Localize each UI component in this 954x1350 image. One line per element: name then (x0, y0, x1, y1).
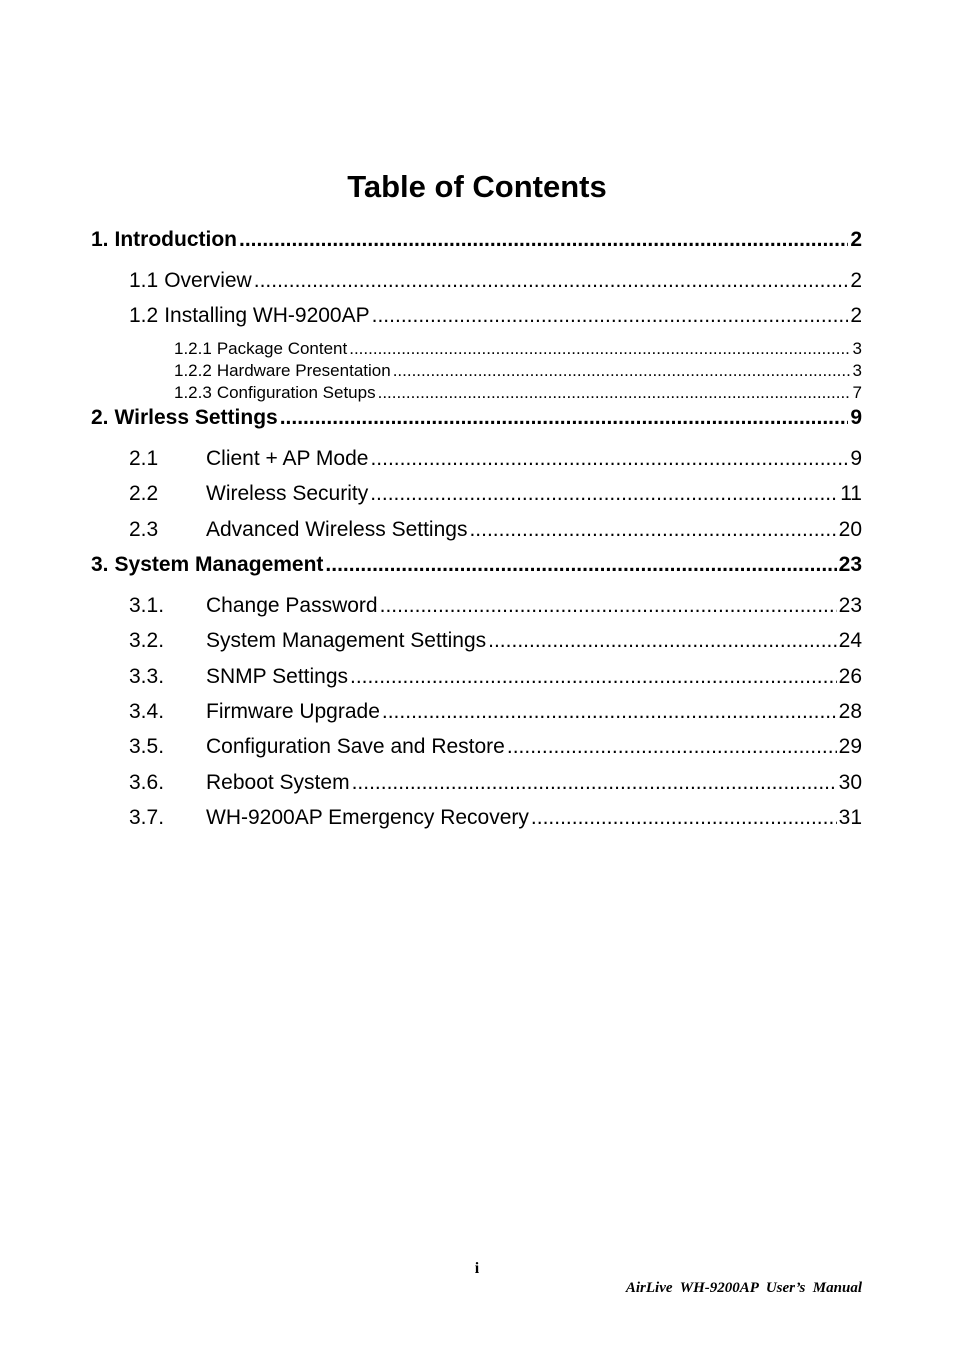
toc-leader-dots (349, 339, 850, 359)
footer-page-number: i (474, 1260, 480, 1277)
toc-entry-page: 9 (850, 406, 862, 429)
toc-entry-page: 7 (852, 383, 862, 402)
toc-entry-number: 1.2 (129, 304, 159, 327)
toc-leader-dots (507, 734, 837, 760)
toc-leader-dots (380, 593, 837, 619)
toc-entry-page: 23 (838, 594, 862, 617)
toc-entry-wireless-security[interactable] (129, 481, 862, 507)
toc-entry-advanced-wireless-settings[interactable] (129, 517, 862, 543)
toc-entry-overview[interactable] (129, 268, 862, 294)
toc-entry-title: Reboot System (206, 771, 350, 794)
toc-entry-title: WH-9200AP Emergency Recovery (206, 806, 529, 829)
toc-entry-page: 23 (838, 553, 862, 576)
toc-entry-title: Installing WH-9200AP (164, 304, 370, 327)
page-title: Table of Contents (347, 169, 607, 204)
toc-entry-number: 1.2.3 (174, 383, 212, 402)
toc-leader-dots (239, 227, 848, 253)
toc-entry-configuration-save-restore[interactable] (129, 734, 862, 760)
toc-leader-dots (378, 383, 851, 403)
toc-entry-system-management-settings[interactable] (129, 628, 862, 654)
toc-entry-client-ap-mode[interactable] (129, 446, 862, 472)
toc-entry-title: Introduction (114, 228, 237, 251)
toc-leader-dots (370, 446, 848, 472)
toc-entry-title: Client + AP Mode (206, 447, 369, 470)
toc-entry-page: 30 (838, 771, 862, 794)
toc-entry-title: Configuration Save and Restore (206, 735, 505, 758)
toc-entry-number: 2. (91, 406, 109, 429)
toc-entry-page: 2 (850, 269, 862, 292)
toc-entry-title: System Management Settings (206, 629, 487, 652)
toc-entry-title: System Management (114, 553, 324, 576)
toc-leader-dots (352, 770, 837, 796)
toc-leader-dots (488, 628, 837, 654)
toc-leader-dots (372, 303, 849, 329)
toc-entry-configuration-setups[interactable] (174, 383, 862, 403)
toc-entry-number: 3.2. (129, 629, 165, 652)
toc-entry-system-management[interactable] (91, 552, 862, 578)
toc-entry-number: 3.6. (129, 771, 165, 794)
toc-entry-page: 31 (838, 806, 862, 829)
toc-leader-dots (254, 268, 849, 294)
toc-leader-dots (325, 552, 836, 578)
toc-entry-title: Advanced Wireless Settings (206, 518, 468, 541)
toc-entry-title: Wireless Security (206, 482, 369, 505)
toc-entry-reboot-system[interactable] (129, 770, 862, 796)
toc-entry-number: 1.1 (129, 269, 159, 292)
toc-entry-title: Package Content (216, 339, 348, 358)
toc-entry-page: 26 (838, 665, 862, 688)
toc-entry-title: Overview (164, 269, 252, 292)
toc-entry-title: Configuration Setups (216, 383, 376, 402)
toc-entry-installing[interactable] (129, 303, 862, 329)
toc-entry-page: 20 (838, 518, 862, 541)
toc-entry-page: 3 (852, 339, 862, 358)
toc-leader-dots (531, 805, 837, 831)
toc-entry-page: 2 (850, 228, 862, 251)
toc-entry-number: 3.4. (129, 700, 165, 723)
toc-entry-firmware-upgrade[interactable] (129, 699, 862, 725)
toc-entry-number: 1. (91, 228, 109, 251)
toc-entry-number: 2.2 (129, 482, 159, 505)
toc-entry-page: 28 (838, 700, 862, 723)
toc-entry-number: 3.3. (129, 665, 165, 688)
toc-entry-number: 1.2.2 (174, 361, 212, 380)
toc-leader-dots (370, 481, 838, 507)
toc-leader-dots (469, 517, 836, 543)
toc-entry-page: 3 (852, 361, 862, 380)
toc-entry-change-password[interactable] (129, 593, 862, 619)
toc-entry-snmp-settings[interactable] (129, 664, 862, 690)
toc-entry-title: Firmware Upgrade (206, 700, 380, 723)
toc-entry-emergency-recovery[interactable] (129, 805, 862, 831)
toc-entry-hardware-presentation[interactable] (174, 361, 862, 381)
toc-entry-package-content[interactable] (174, 339, 862, 359)
toc-leader-dots (350, 664, 837, 690)
toc-entry-page: 29 (838, 735, 862, 758)
toc-entry-number: 3.5. (129, 735, 165, 758)
toc-entry-number: 2.1 (129, 447, 159, 470)
toc-entry-number: 3. (91, 553, 109, 576)
toc-entry-page: 24 (838, 629, 862, 652)
toc-entry-title: Hardware Presentation (216, 361, 391, 380)
toc-entry-title: SNMP Settings (206, 665, 349, 688)
toc-entry-number: 2.3 (129, 518, 159, 541)
toc-leader-dots (382, 699, 837, 725)
toc-leader-dots (393, 361, 851, 381)
toc-entry-page: 9 (850, 447, 862, 470)
toc-entry-title: Change Password (206, 594, 378, 617)
toc-entry-number: 3.7. (129, 806, 165, 829)
toc-entry-page: 11 (840, 482, 862, 505)
toc-entry-number: 3.1. (129, 594, 165, 617)
toc-entry-wirless-settings[interactable] (91, 405, 862, 431)
toc-entry-introduction[interactable] (91, 227, 862, 253)
toc-entry-title: Wirless Settings (114, 406, 278, 429)
toc-entry-page: 2 (850, 304, 862, 327)
footer-manual-title: AirLive WH-9200AP User’s Manual (625, 1280, 862, 1296)
toc-entry-number: 1.2.1 (174, 339, 212, 358)
toc-leader-dots (280, 405, 849, 431)
